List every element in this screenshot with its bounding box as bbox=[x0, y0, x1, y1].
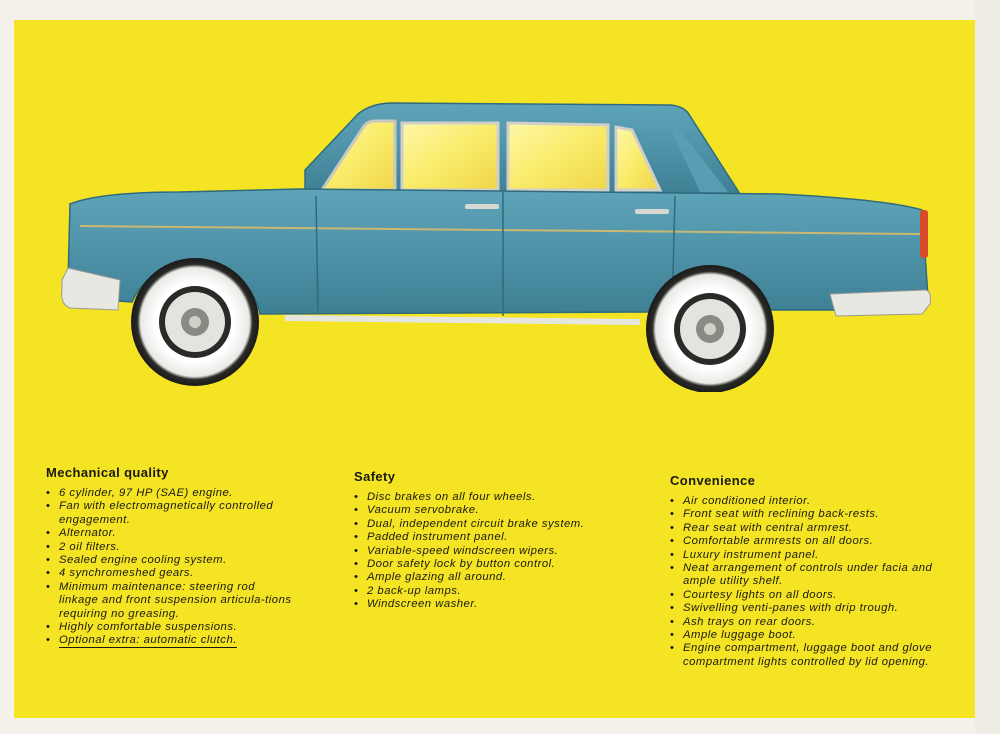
list-item: • Disc brakes on all four wheels. bbox=[354, 491, 536, 503]
bullet-icon: • bbox=[46, 634, 51, 647]
list-item: • Dual, independent circuit brake system. bbox=[354, 517, 585, 530]
bullet-icon: • bbox=[354, 544, 359, 557]
bullet-icon: • bbox=[354, 517, 359, 530]
list-item: • 6 cylinder, 97 HP (SAE) engine. bbox=[46, 487, 233, 499]
mechanical-quality-heading: Mechanical quality bbox=[46, 465, 169, 480]
bullet-icon: • bbox=[354, 504, 359, 517]
list-item: • Alternator. bbox=[46, 527, 117, 540]
bullet-icon: • bbox=[46, 540, 51, 553]
list-item: • 4 synchromeshed gears. bbox=[46, 567, 194, 580]
list-item: • Luxury instrument panel. bbox=[670, 548, 819, 561]
bullet-icon: • bbox=[46, 487, 51, 499]
bullet-icon: • bbox=[354, 598, 359, 611]
list-item: • Door safety lock by button control. bbox=[354, 558, 556, 571]
list-item: • Swivelling venti-panes with drip trough. bbox=[670, 602, 899, 615]
car-illustration bbox=[60, 92, 940, 392]
bullet-icon: • bbox=[354, 571, 359, 584]
bullet-icon: • bbox=[670, 548, 675, 561]
bullet-icon: • bbox=[670, 588, 675, 601]
mechanical-quality-list bbox=[46, 487, 296, 648]
list-item: • Sealed engine cooling system. bbox=[46, 554, 227, 567]
list-item: • 2 oil filters. bbox=[46, 540, 120, 553]
bullet-icon: • bbox=[354, 558, 359, 571]
list-item: • Front seat with reclining back-rests. bbox=[670, 508, 880, 521]
list-item: • Ash trays on rear doors. bbox=[670, 615, 816, 628]
bullet-icon: • bbox=[670, 495, 675, 507]
bullet-icon: • bbox=[670, 562, 675, 575]
list-item: • Vacuum servobrake. bbox=[354, 504, 480, 517]
convenience-list bbox=[670, 495, 955, 669]
bullet-icon: • bbox=[46, 554, 51, 567]
list-item: • Engine compartment, luggage boot and glove compartment lights controlled by lid opening. bbox=[670, 642, 932, 668]
list-item: • Padded instrument panel. bbox=[354, 531, 508, 544]
list-item: • Courtesy lights on all doors. bbox=[670, 588, 837, 601]
bullet-icon: • bbox=[670, 535, 675, 548]
bullet-icon: • bbox=[46, 527, 51, 540]
page-edge bbox=[975, 0, 1000, 734]
bullet-icon: • bbox=[670, 615, 675, 628]
bullet-icon: • bbox=[670, 629, 675, 642]
bullet-icon: • bbox=[46, 580, 51, 593]
bullet-icon: • bbox=[354, 531, 359, 544]
list-item: • Comfortable armrests on all doors. bbox=[670, 535, 874, 548]
list-item: • Highly comfortable suspensions. bbox=[46, 621, 238, 634]
safety-list bbox=[354, 491, 614, 612]
bullet-icon: • bbox=[354, 491, 359, 503]
bullet-icon: • bbox=[46, 621, 51, 634]
bullet-icon: • bbox=[46, 500, 51, 513]
list-item: • Air conditioned interior. bbox=[670, 495, 811, 507]
list-item: • Neat arrangement of controls under facia and ample utility shelf. bbox=[670, 562, 933, 588]
bullet-icon: • bbox=[670, 508, 675, 521]
list-item: • Rear seat with central armrest. bbox=[670, 521, 853, 534]
list-item: • Minimum maintenance: steering rod linkage and front suspension articula-tions requiring no greasing. bbox=[46, 580, 292, 620]
bullet-icon: • bbox=[670, 642, 675, 655]
list-item: • Variable-speed windscreen wipers. bbox=[354, 544, 559, 557]
list-item-optional-extra: • Optional extra: automatic clutch. bbox=[46, 634, 237, 647]
list-item: • Windscreen washer. bbox=[354, 598, 478, 611]
list-item: • Ample glazing all around. bbox=[354, 571, 507, 584]
bullet-icon: • bbox=[670, 521, 675, 534]
mechanical-quality-section bbox=[46, 465, 296, 648]
list-item: • 2 back-up lamps. bbox=[354, 584, 462, 597]
bullet-icon: • bbox=[354, 584, 359, 597]
list-item: • Ample luggage boot. bbox=[670, 629, 797, 642]
safety-section bbox=[354, 469, 614, 612]
convenience-heading: Convenience bbox=[670, 473, 756, 488]
bullet-icon: • bbox=[670, 602, 675, 615]
convenience-section bbox=[670, 473, 955, 669]
bullet-icon: • bbox=[46, 567, 51, 580]
sedan-car-image bbox=[60, 92, 940, 392]
safety-heading: Safety bbox=[354, 469, 396, 484]
list-item: • Fan with electromagnetically controlled engagement. bbox=[46, 500, 274, 526]
